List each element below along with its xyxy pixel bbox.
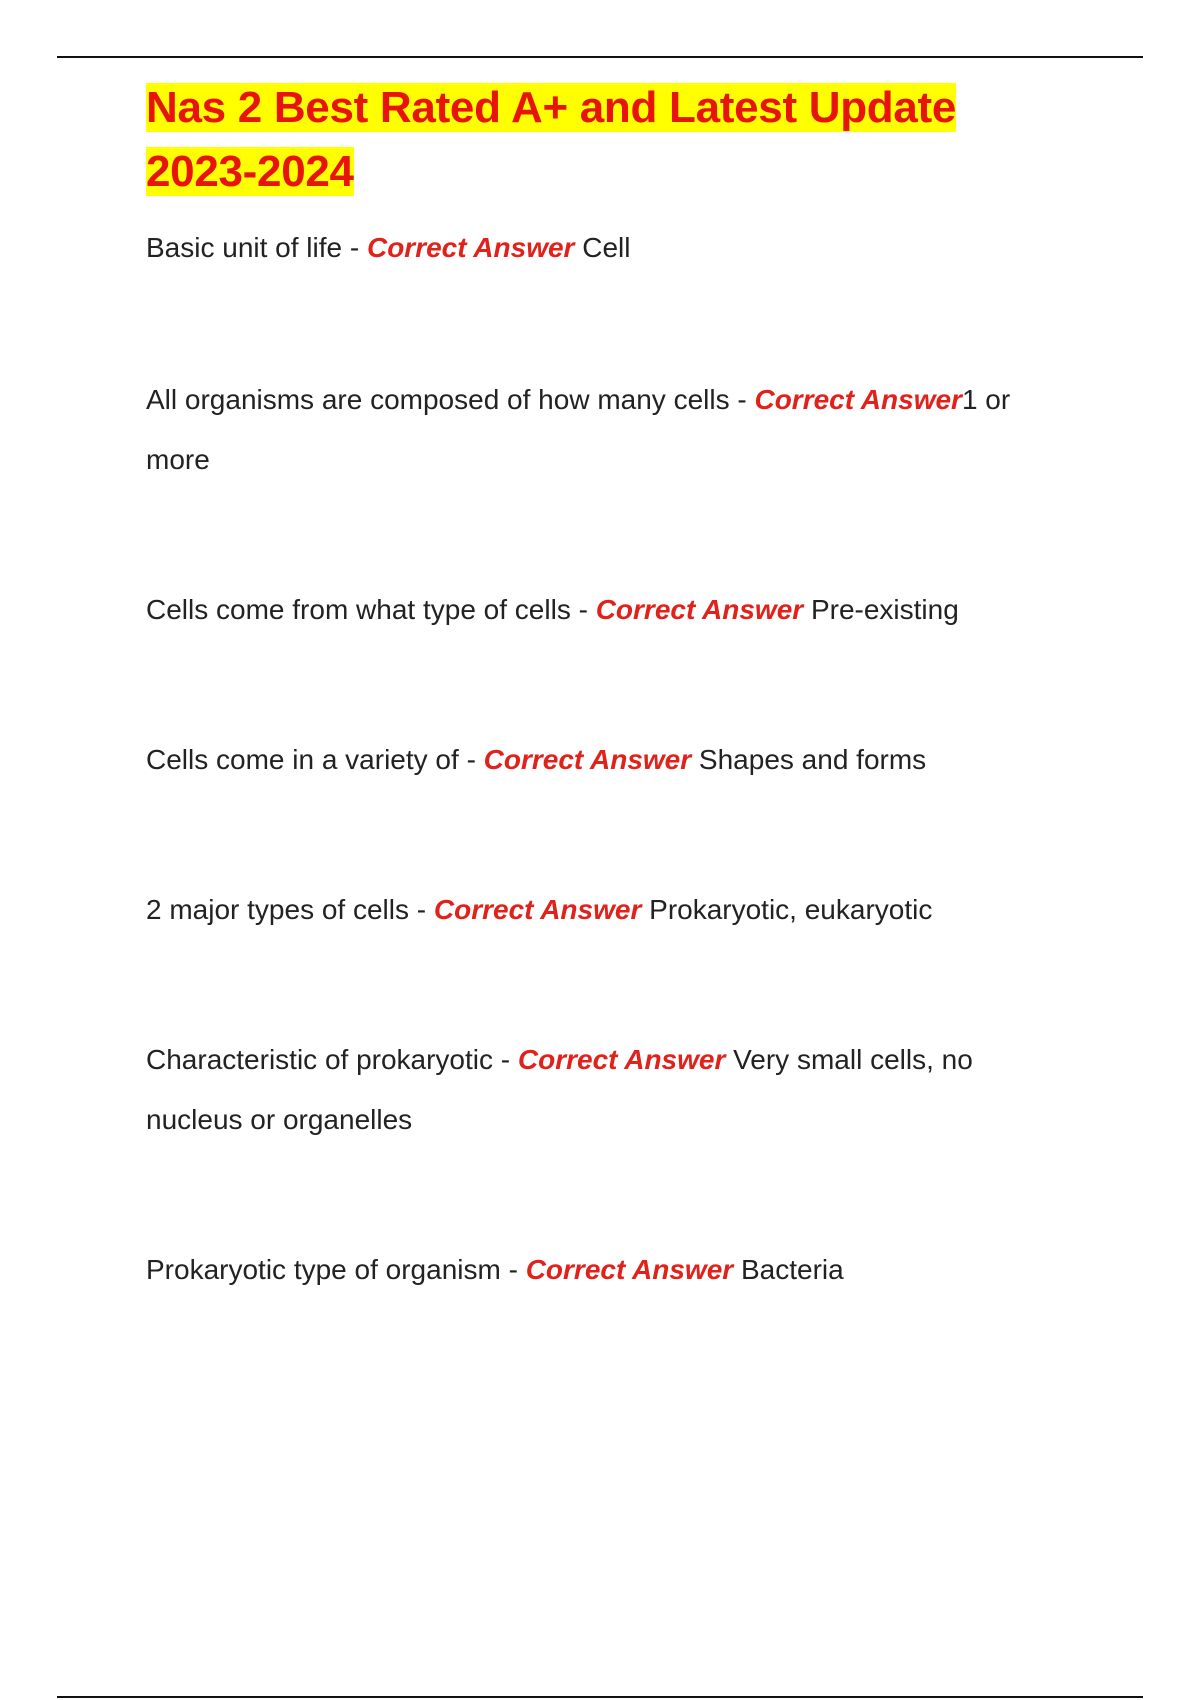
document-body	[146, 76, 1066, 1300]
correct-answer-label: Correct Answer	[517, 1044, 726, 1075]
qa-item	[146, 880, 1066, 940]
top-rule	[57, 56, 1143, 58]
question-text: Characteristic of prokaryotic -	[146, 1044, 518, 1075]
correct-answer-label: Correct Answer	[595, 594, 804, 625]
question-text: Cells come from what type of cells -	[146, 594, 596, 625]
question-text: Cells come in a variety of -	[146, 744, 484, 775]
document-title	[146, 76, 1066, 204]
qa-list	[146, 218, 1066, 1300]
answer-text: Cell	[574, 232, 631, 263]
qa-item	[146, 1240, 1066, 1300]
answer-text: Prokaryotic, eukaryotic	[641, 894, 933, 925]
question-text: All organisms are composed of how many cells -	[146, 384, 755, 415]
correct-answer-label: Correct Answer	[366, 232, 575, 263]
answer-text: 1 or more	[146, 384, 1011, 475]
answer-text: Pre-existing	[803, 594, 959, 625]
answer-text: Very small cells, no nucleus or organelles	[146, 1044, 973, 1135]
question-text: Prokaryotic type of organism -	[146, 1254, 526, 1285]
qa-item	[146, 218, 1066, 278]
qa-item	[146, 730, 1066, 790]
question-text: Basic unit of life -	[146, 232, 367, 263]
answer-text: Shapes and forms	[691, 744, 927, 775]
bottom-rule	[57, 1696, 1143, 1698]
qa-item	[146, 580, 1066, 640]
correct-answer-label: Correct Answer	[433, 894, 642, 925]
correct-answer-label: Correct Answer	[525, 1254, 734, 1285]
correct-answer-label: Correct Answer	[754, 384, 962, 415]
qa-item	[146, 370, 1066, 490]
document-title-text: Nas 2 Best Rated A+ and Latest Update 2023-2024	[146, 83, 957, 196]
question-text: 2 major types of cells -	[146, 894, 434, 925]
answer-text: Bacteria	[733, 1254, 844, 1285]
correct-answer-label: Correct Answer	[483, 744, 692, 775]
qa-item	[146, 1030, 1066, 1150]
